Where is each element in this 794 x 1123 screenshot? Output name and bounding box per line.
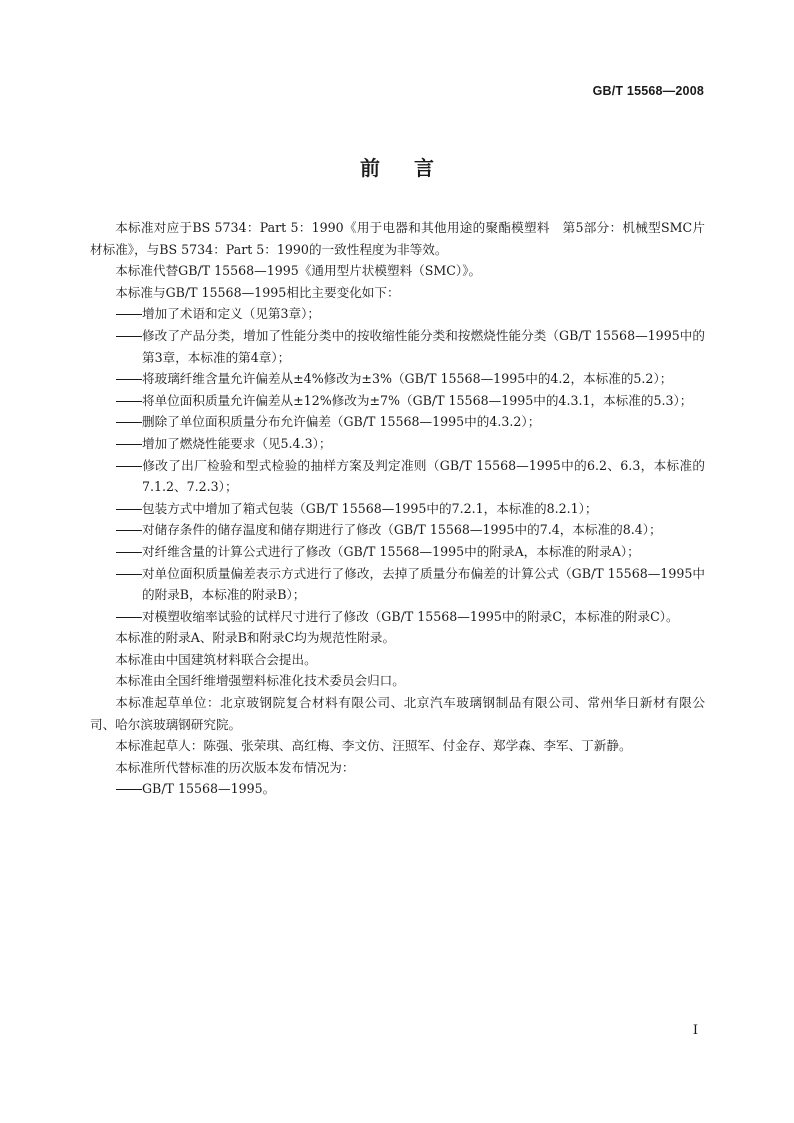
- dash-mark: [116, 530, 142, 531]
- paragraph-centralized-by: 本标准由全国纤维增强塑料标准化技术委员会归口。: [115, 673, 405, 689]
- dash-mark: [116, 552, 142, 553]
- history-item: [90, 778, 705, 800]
- change-item-text: 对纤维含量的计算公式进行了修改（GB/T 15568—1995中的附录A，本标准的附录A）；: [142, 543, 640, 559]
- standard-code: GB/T 15568—2008: [592, 84, 704, 98]
- dash-mark: [116, 617, 142, 618]
- page-title: 前言: [360, 156, 468, 180]
- dash-mark: [116, 574, 142, 575]
- dash-mark: [116, 336, 142, 337]
- change-item: [90, 303, 705, 325]
- change-item: [90, 498, 705, 520]
- dash-mark: [116, 789, 142, 790]
- change-item: [90, 563, 705, 606]
- change-item-text: 增加了燃烧性能要求（见5.4.3）；: [142, 435, 332, 451]
- change-item: [90, 325, 705, 368]
- foreword-body: [90, 217, 705, 800]
- change-item-text: 对单位面积质量偏差表示方式进行了修改，去掉了质量分布偏差的计算公式（GB/T 15568—1995中的附录B，本标准的附录B）；: [142, 565, 705, 603]
- change-item-text: 修改了出厂检验和型式检验的抽样方案及判定准则（GB/T 15568—1995中的6.2、6.3，本标准的7.1.2、7.2.3）；: [142, 457, 705, 495]
- change-item: [90, 411, 705, 433]
- dash-mark: [116, 314, 142, 315]
- dash-mark: [116, 444, 142, 445]
- change-item-text: 包装方式中增加了箱式包装（GB/T 15568—1995中的7.2.1，本标准的8.2.1）；: [142, 500, 598, 516]
- history-item-text: GB/T 15568—1995。: [142, 781, 276, 797]
- change-item: [90, 433, 705, 455]
- dash-mark: [116, 509, 142, 510]
- paragraph-correspondence: 本标准对应于BS 5734：Part 5：1990《用于电器和其他用途的聚酯模塑料 第5部分：机械型SMC片材标准》，与BS 5734：Part 5：1990的一致性程度为非等效。: [90, 220, 705, 257]
- change-item: [90, 368, 705, 390]
- change-item-text: 增加了术语和定义（见第3章）；: [142, 306, 321, 322]
- change-item-text: 将单位面积质量允许偏差从±12%修改为±7%（GB/T 15568—1995中的4.3.1，本标准的5.3）；: [142, 392, 693, 408]
- change-item: [90, 541, 705, 563]
- change-item-text: 对模塑收缩率试验的试样尺寸进行了修改（GB/T 15568—1995中的附录C，本标准的附录C）。: [142, 608, 679, 624]
- change-item-text: 删除了单位面积质量分布允许偏差（GB/T 15568—1995中的4.3.2）；: [142, 414, 541, 430]
- change-item-text: 将玻璃纤维含量允许偏差从±4%修改为±3%（GB/T 15568—1995中的4.2，本标准的5.2）；: [142, 371, 673, 387]
- change-item: [90, 455, 705, 498]
- change-item: [90, 390, 705, 412]
- change-item: [90, 519, 705, 541]
- dash-mark: [116, 401, 142, 402]
- page-number: I: [692, 1023, 698, 1038]
- dash-mark: [116, 466, 142, 467]
- paragraph-annexes: 本标准的附录A、附录B和附录C均为规范性附录。: [115, 630, 396, 646]
- paragraph-history-intro: 本标准所代替标准的历次版本发布情况为：: [115, 759, 355, 775]
- dash-mark: [116, 422, 142, 423]
- change-item: [90, 606, 705, 628]
- dash-mark: [116, 379, 142, 380]
- paragraph-drafting-units: 本标准起草单位：北京玻钢院复合材料有限公司、北京汽车玻璃钢制品有限公司、常州华日新材有限公司、哈尔滨玻璃钢研究院。: [90, 695, 705, 732]
- paragraph-proposed-by: 本标准由中国建筑材料联合会提出。: [115, 651, 317, 667]
- change-item-text: 对储存条件的储存温度和储存期进行了修改（GB/T 15568—1995中的7.4，本标准的8.4）；: [142, 522, 662, 538]
- paragraph-changes-intro: 本标准与GB/T 15568—1995相比主要变化如下：: [115, 284, 400, 300]
- paragraph-drafters: 本标准起草人：陈强、张荣琪、高红梅、李文仿、汪照军、付金存、郑学森、李军、丁新静。: [115, 738, 632, 754]
- paragraph-replaces: 本标准代替GB/T 15568—1995《通用型片状模塑料（SMC）》。: [115, 263, 482, 279]
- change-item-text: 修改了产品分类，增加了性能分类中的按收缩性能分类和按燃烧性能分类（GB/T 15568—1995中的第3章，本标准的第4章）；: [142, 327, 705, 365]
